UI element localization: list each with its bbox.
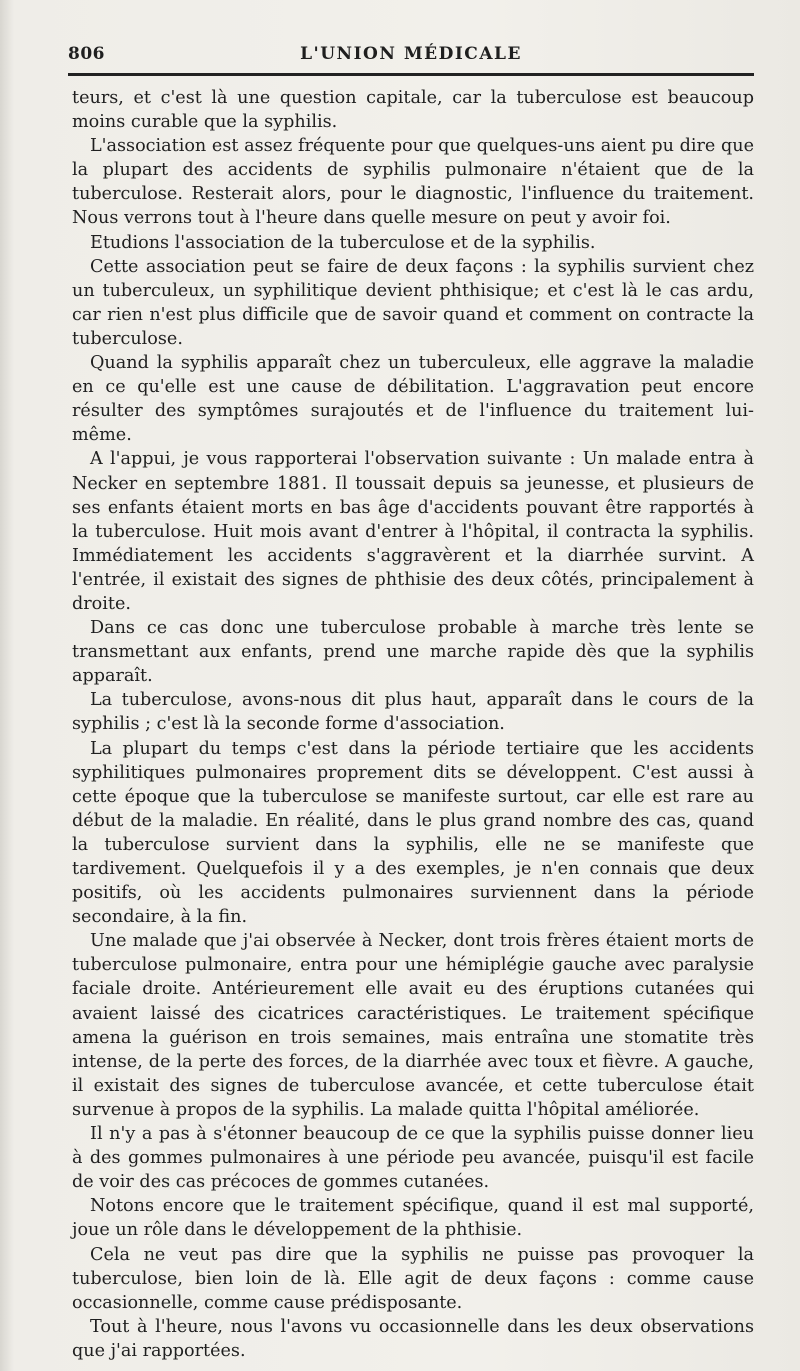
paragraph: Cette association peut se faire de deux façons : la syphilis survient chez un tuberculeux, un syphilitique devient phthisique; et c'est là le cas ardu, car rien n'est plus difficile que de savoir quand et comment on contracte la tuberculose. bbox=[72, 256, 754, 349]
paragraph: Etudions l'association de la tuberculose et de la syphilis. bbox=[90, 232, 596, 253]
paragraph: La plupart du temps c'est dans la période tertiaire que les accidents syphilitiques pulmonaires proprement dits se développent. C'est aussi à cette époque que la tuberculose se manifeste surtout, car elle est rare au début de la maladie. En réalité, dans le plus grand nombre des cas, quand la tuberculose survient dans la syphilis, elle ne se manifeste que tardivement. Quelquefois il y a des exemples, je n'en connais que deux positifs, où les accidents pulmonaires surviennent dans la période secondaire, à la fin. bbox=[72, 738, 754, 928]
paragraph: A l'appui, je vous rapporterai l'observation suivante : Un malade entra à Necker en septembre 1881. Il toussait depuis sa jeunesse, et plusieurs de ses enfants étaient morts en bas âge d'accidents pouvant être rapportés à la tuberculose. Huit mois avant d'entrer à l'hôpital, il contracta la syphilis. Immédiatement les accidents s'aggravèrent et la diarrhée survint. A l'entrée, il existait des signes de phthisie des deux côtés, principalement à droite. bbox=[72, 449, 754, 614]
paragraph: Tout à l'heure, nous l'avons vu occasionnelle dans les deux observations que j'ai rapportées. bbox=[72, 1316, 754, 1361]
page-header bbox=[68, 40, 754, 70]
header-rule bbox=[68, 73, 754, 76]
paragraph: L'association est assez fréquente pour que quelques-uns aient pu dire que la plupart des accidents de syphilis pulmonaire n'étaient que de la tuberculose. Resterait alors, pour le diagnostic, l'influence du traitement. Nous verrons tout à l'heure dans quelle mesure on peut y avoir foi. bbox=[72, 136, 754, 229]
paragraph: teurs, et c'est là une question capitale, car la tuberculose est beaucoup moins curable que la syphilis. bbox=[72, 88, 754, 133]
paragraph: Notons encore que le traitement spécifique, quand il est mal supporté, joue un rôle dans le développement de la phthisie. bbox=[72, 1196, 754, 1241]
paragraph: Une malade que j'ai observée à Necker, dont trois frères étaient morts de tuberculose pulmonaire, entra pour une hémiplégie gauche avec paralysie faciale droite. Antérieurement elle avait eu des éruptions cutanées qui avaient laissé des cicatrices caractéristiques. Le traitement spécifique amena la guérison en trois semaines, mais entraîna une stomatite très intense, de la perte des forces, de la diarrhée avec toux et fièvre. A gauche, il existait des signes de tuberculose avancée, et cette tuberculose était survenue à propos de la syphilis. La malade quitta l'hôpital améliorée. bbox=[72, 931, 754, 1120]
paragraph: Cela ne veut pas dire que la syphilis ne puisse pas provoquer la tuberculose, bien loin de là. Elle agit de deux façons : comme cause occasionnelle, comme cause prédisposante. bbox=[72, 1244, 754, 1313]
paragraph: La tuberculose, avons-nous dit plus haut, apparaît dans le cours de la syphilis ; c'est là la seconde forme d'association. bbox=[72, 690, 754, 735]
paragraph: Il n'y a pas à s'étonner beaucoup de ce que la syphilis puisse donner lieu à des gommes pulmonaires à une période peu avancée, puisqu'il est facile de voir des cas précoces de gommes cutanées. bbox=[72, 1124, 754, 1193]
running-title: L'UNION MÉDICALE bbox=[300, 44, 522, 64]
paragraph: Dans ce cas donc une tuberculose probable à marche très lente se transmettant aux enfants, prend une marche rapide dès que la syphilis apparaît. bbox=[72, 618, 754, 687]
body-text bbox=[72, 86, 754, 1363]
page-number: 806 bbox=[68, 44, 105, 64]
paragraph: Quand la syphilis apparaît chez un tuberculeux, elle aggrave la maladie en ce qu'elle est une cause de débilitation. L'aggravation peut encore résulter des symptômes surajoutés et de l'influence du traitement lui-même. bbox=[72, 353, 754, 446]
